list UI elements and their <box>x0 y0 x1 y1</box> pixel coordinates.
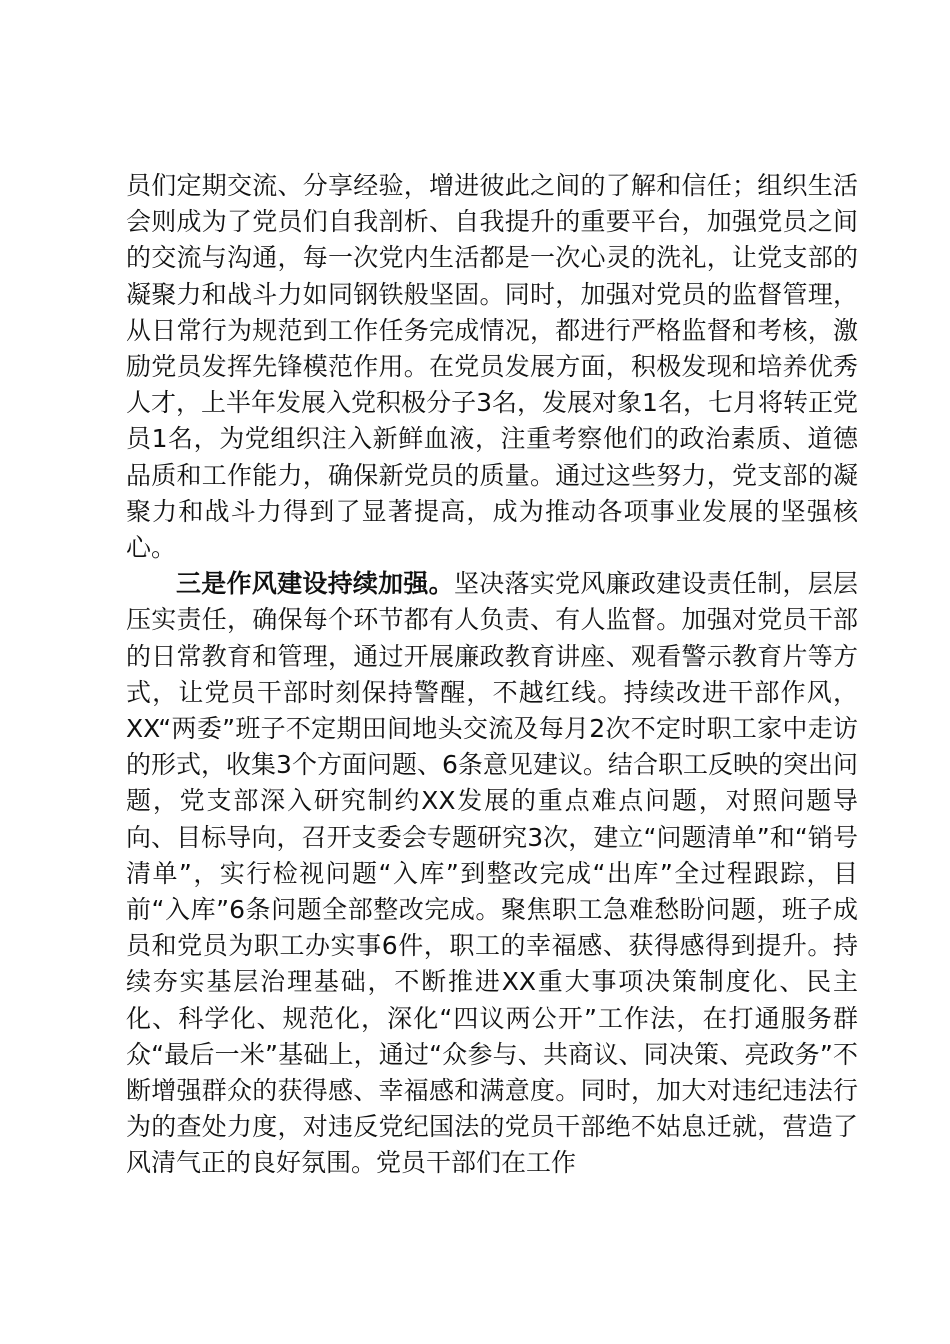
body-text <box>126 168 858 1182</box>
paragraph-continuation: 员们定期交流、分享经验，增进彼此之间的了解和信任；组织生活会则成为了党员们自我剖析、自我提升的重要平台，加强党员之间的交流与沟通，每一次党内生活都是一次心灵的洗礼，让党支部的凝聚力和战斗力如同钢铁般坚固。同时，加强对党员的监督管理，从日常行为规范到工作任务完成情况，都进行严格监督和考核，激励党员发挥先锋模范作用。在党员发展方面，积极发现和培养优秀人才，上半年发展入党积极分子3名，发展对象1名，七月将转正党员1名，为党组织注入新鲜血液，注重考察他们的政治素质、道德品质和工作能力，确保新党员的质量。通过这些努力，党支部的凝聚力和战斗力得到了显著提高，成为推动各项事业发展的坚强核心。 <box>126 171 858 563</box>
paragraph-work-style <box>126 566 858 1181</box>
paragraph-body: 坚决落实党风廉政建设责任制，层层压实责任，确保每个环节都有人负责、有人监督。加强对党员干部的日常教育和管理，通过开展廉政教育讲座、观看警示教育片等方式，让党员干部时刻保持警醒，不越红线。持续改进干部作风，XX“两委”班子不定期田间地头交流及每月2次不定时职工家中走访的形式，收集3个方面问题、6条意见建议。结合职工反映的突出问题，党支部深入研究制约XX发展的重点难点问题，对照问题导向、目标导向，召开支委会专题研究3次，建立“问题清单”和“销号清单”，实行检视问题“入库”到整改完成“出库”全过程跟踪，目前“入库”6条问题全部整改完成。聚焦职工急难愁盼问题，班子成员和党员为职工办实事6件，职工的幸福感、获得感得到提升。持续夯实基层治理基础，不断推进XX重大事项决策制度化、民主化、科学化、规范化，深化“四议两公开”工作法，在打通服务群众“最后一米”基础上，通过“众参与、共商议、同决策、亮政务”不断增强群众的获得感、幸福感和满意度。同时，加大对违纪违法行为的查处力度，对违反党纪国法的党员干部绝不姑息迁就，营造了风清气正的良好氛围。党员干部们在工作 <box>126 569 858 1178</box>
paragraph-heading: 三是作风建设持续加强。 <box>176 569 454 599</box>
